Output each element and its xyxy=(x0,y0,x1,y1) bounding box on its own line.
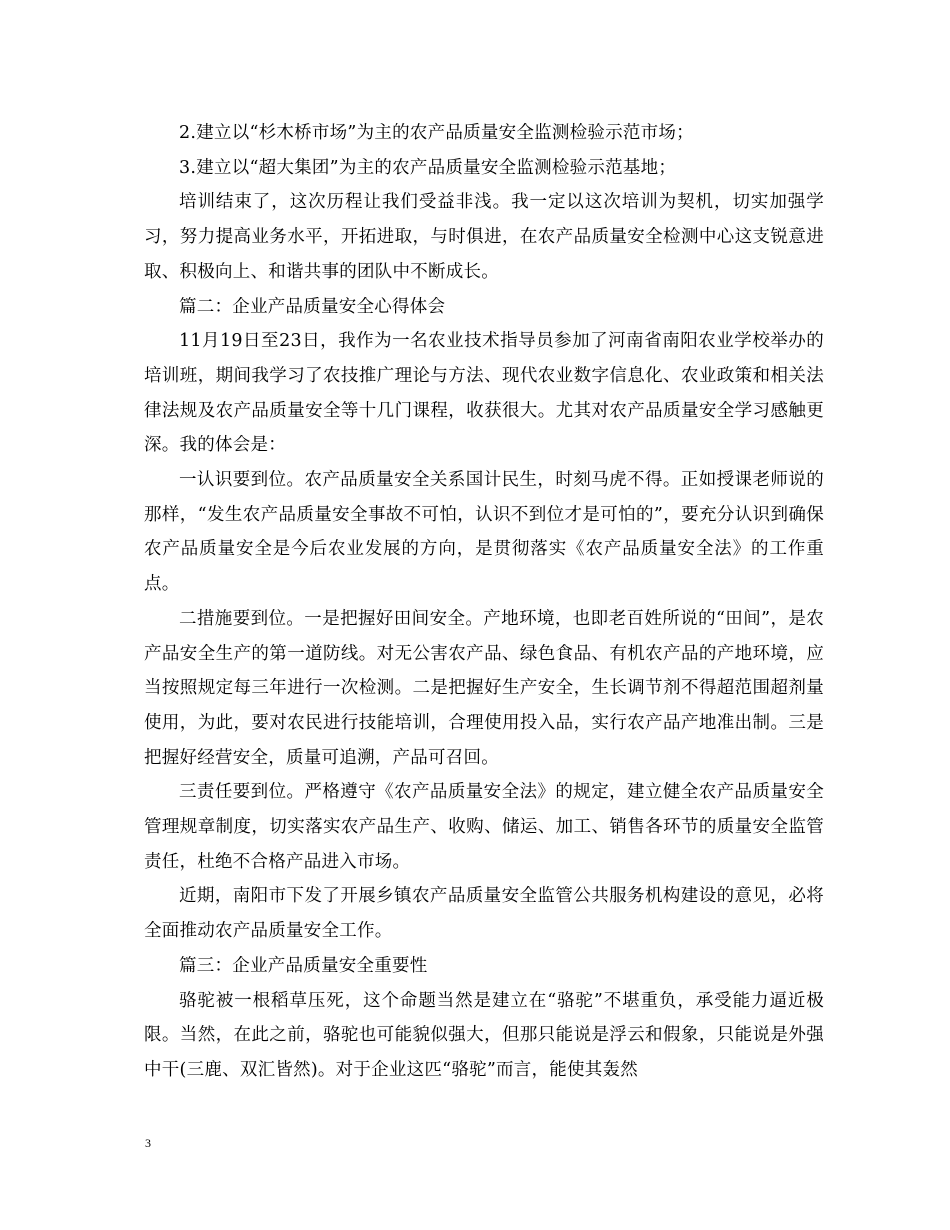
paragraph-awareness: 一认识要到位。农产品质量安全关系国计民生，时刻马虎不得。正如授课老师说的那样，“发生农产品质量安全事故不可怕，认识不到位才是可怕的”，要充分认识到确保农产品质量安全是今后农业发展的方向，是贯彻落实《农产品质量安全法》的工作重点。 xyxy=(144,470,824,595)
list-item-3: 3.建立以“超大集团”为主的农产品质量安全监测检验示范基地； xyxy=(179,157,677,178)
paragraph-camel-metaphor: 骆驼被一根稻草压死，这个命题当然是建立在“骆驼”不堪重负，承受能力逼近极限。当然，在此之前，骆驼也可能貌似强大，但那只能说是浮云和假象，只能说是外强中干(三鹿、双汇皆然)。对于企业这匹“骆驼”而言，能使其轰然 xyxy=(144,990,824,1080)
section-heading-part-three: 篇三：企业产品质量安全重要性 xyxy=(179,955,428,976)
paragraph-recent-news: 近期，南阳市下发了开展乡镇农产品质量安全监管公共服务机构建设的意见，必将全面推动农产品质量安全工作。 xyxy=(144,886,824,942)
paragraph-training-summary: 培训结束了，这次历程让我们受益非浅。我一定以这次培训为契机，切实加强学习，努力提高业务水平，开拓进取，与时俱进，在农产品质量安全检测中心这支锐意进取、积极向上、和谐共事的团队中不断成长。 xyxy=(144,192,824,282)
page-number: 3 xyxy=(145,1136,151,1150)
document-body xyxy=(144,116,824,1088)
paragraph-measures: 二措施要到位。一是把握好田间安全。产地环境，也即老百姓所说的“田间”，是农产品安全生产的第一道防线。对无公害农产品、绿色食品、有机农产品的产地环境，应当按照规定每三年进行一次检测。二是把握好生产安全，生长调节剂不得超范围超剂量使用，为此，要对农民进行技能培训，合理使用投入品，实行农产品产地准出制。三是把握好经营安全，质量可追溯，产品可召回。 xyxy=(144,608,824,768)
list-item-2: 2.建立以“杉木桥市场”为主的农产品质量安全监测检验示范市场； xyxy=(179,123,694,143)
paragraph-training-intro: 11月19日至23日，我作为一名农业技术指导员参加了河南省南阳农业学校举办的培训班，期间我学习了农技推广理论与方法、现代农业数字信息化、农业政策和相关法律法规及农产品质量安全等十几门课程，收获很大。尤其对农产品质量安全学习感触更深。我的体会是： xyxy=(144,331,824,456)
paragraph-responsibility: 三责任要到位。严格遵守《农产品质量安全法》的规定，建立健全农产品质量安全管理规章制度，切实落实农产品生产、收购、储运、加工、销售各环节的质量安全监管责任，杜绝不合格产品进入市场。 xyxy=(144,782,824,872)
section-heading-part-two: 篇二：企业产品质量安全心得体会 xyxy=(179,296,446,317)
